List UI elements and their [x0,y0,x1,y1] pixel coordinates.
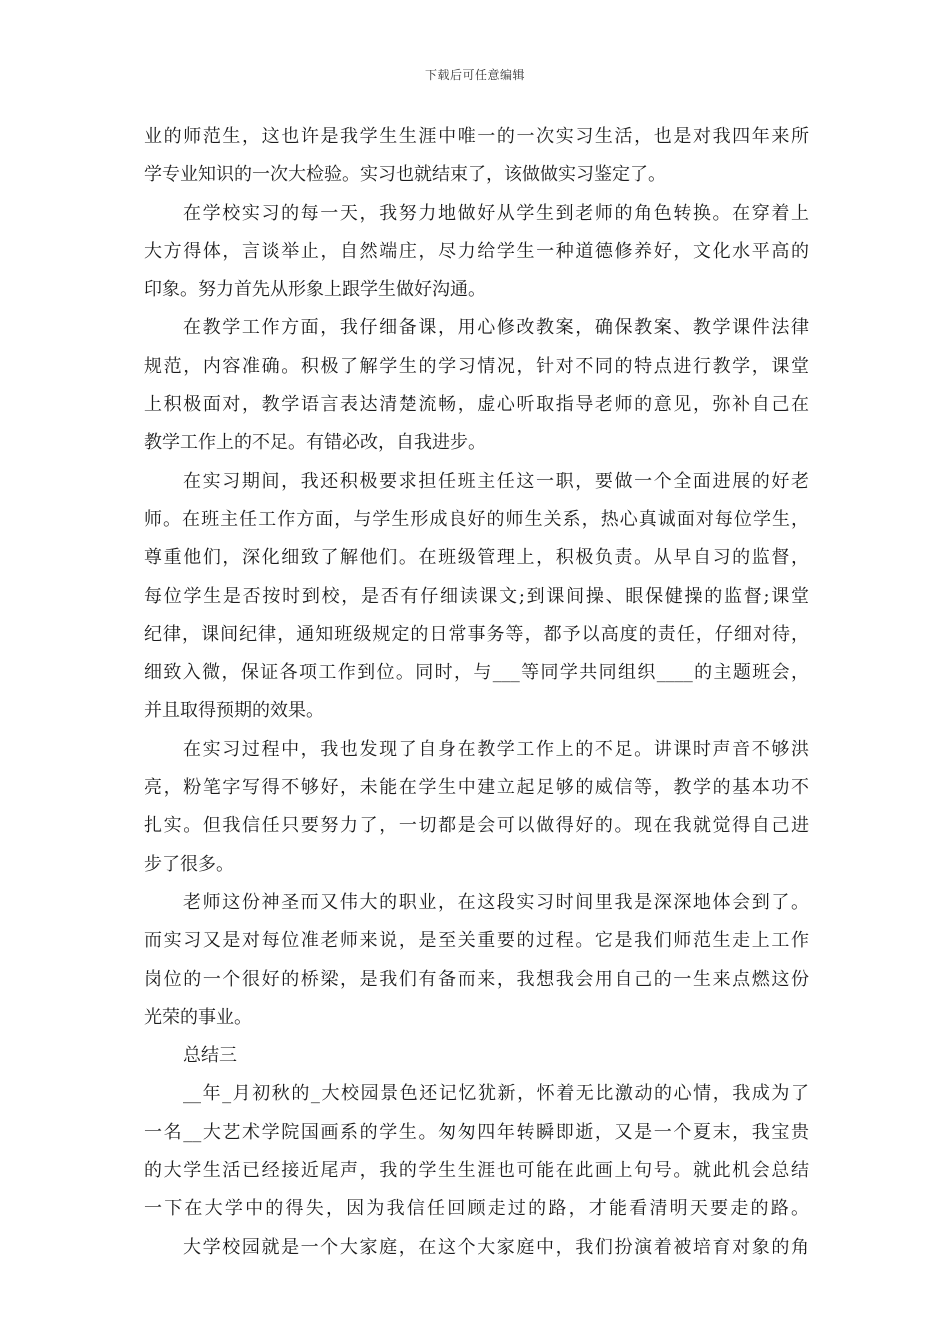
text-line: 而实习又是对每位准老师来说，是至关重要的过程。它是我们师范生走上工作 [144,930,809,952]
text-line: 教学工作上的不足。有错必改，自我进步。 [144,432,486,454]
text-line: 在实习期间，我还积极要求担任班主任这一职，要做一个全面进展的好老 [183,470,809,492]
text-line: __年_月初秋的_大校园景色还记忆犹新，怀着无比激动的心情，我成为了 [183,1083,809,1105]
text-line: 师。在班主任工作方面，与学生形成良好的师生关系，热心真诚面对每位学生， [144,508,809,530]
text-line: 尊重他们，深化细致了解他们。在班级管理上，积极负责。从早自习的监督， [144,547,809,569]
text-line: 岗位的一个很好的桥梁，是我们有备而来，我想我会用自己的一生来点燃这份 [144,968,809,990]
text-line: 细致入微，保证各项工作到位。同时，与___等同学共同组织____的主题班会， [144,662,809,684]
text-line: 亮，粉笔字写得不够好，未能在学生中建立起足够的威信等，教学的基本功不 [144,777,809,799]
text-line: 并且取得预期的效果。 [144,700,324,722]
text-line: 步了很多。 [144,853,234,875]
text-line: 在教学工作方面，我仔细备课，用心修改教案，确保教案、教学课件法律 [183,317,809,339]
text-line: 的大学生活已经接近尾声，我的学生生涯也可能在此画上句号。就此机会总结 [144,1160,809,1182]
text-line: 扎实。但我信任只要努力了，一切都是会可以做得好的。现在我就觉得自己进 [144,815,809,837]
text-line: 大方得体，言谈举止，自然端庄，尽力给学生一种道德修养好，文化水平高的 [144,240,809,262]
text-line: 业的师范生，这也许是我学生生涯中唯一的一次实习生活，也是对我四年来所 [144,126,809,147]
text-line: 纪律，课间纪律，通知班级规定的日常事务等，都予以高度的责任，仔细对待， [144,623,809,645]
document-body [144,118,809,1267]
text-line: 老师这份神圣而又伟大的职业，在这段实习时间里我是深深地体会到了。 [183,891,809,913]
text-line: 上积极面对，教学语言表达清楚流畅，虚心听取指导老师的意见，弥补自己在 [144,394,809,416]
text-line: 总结三 [183,1045,237,1067]
page-header: 下载后可任意编辑 [424,68,525,82]
text-line: 每位学生是否按时到校，是否有仔细读课文;到课间操、眼保健操的监督;课堂 [144,585,809,607]
text-line: 在学校实习的每一天，我努力地做好从学生到老师的角色转换。在穿着上 [183,202,809,224]
text-line: 一下在大学中的得失，因为我信任回顾走过的路，才能看清明天要走的路。 [144,1198,809,1220]
text-line: 学专业知识的一次大检验。实习也就结束了，该做做实习鉴定了。 [144,164,666,186]
text-line: 规范，内容准确。积极了解学生的学习情况，针对不同的特点进行教学，课堂 [144,355,809,377]
text-line: 在实习过程中，我也发现了自身在教学工作上的不足。讲课时声音不够洪 [183,738,809,760]
text-line: 印象。努力首先从形象上跟学生做好沟通。 [144,279,486,301]
text-line: 大学校园就是一个大家庭，在这个大家庭中，我们扮演着被培育对象的角 [183,1236,809,1258]
text-line: 一名__大艺术学院国画系的学生。匆匆四年转瞬即逝，又是一个夏末，我宝贵 [144,1121,809,1143]
text-line: 光荣的事业。 [144,1006,252,1028]
